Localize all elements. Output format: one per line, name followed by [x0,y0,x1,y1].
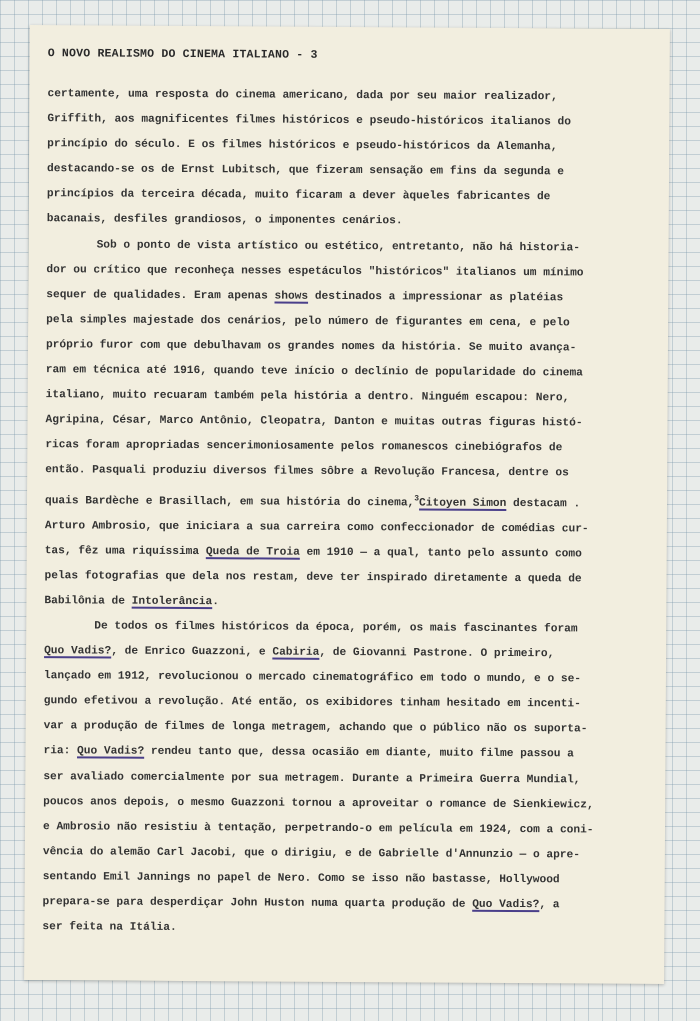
text-line [47,157,655,186]
text-line [43,840,651,869]
text-run: ser feita na Itália. [42,921,177,935]
text-run: ria: [43,745,78,758]
typed-page [24,25,670,984]
text-run: então. Pasquali produziu diversos filmes sôbre a Revolução Francesa, dentre os [45,464,569,480]
text-line [46,333,654,362]
text-run: ser avaliado comercialmente por sua metragem. Durante a Primeira Guerra Mundial, [43,770,581,786]
underlined-title: Intolerância [131,595,213,609]
text-run: sentando Emil Jannings no papel de Nero. Como se isso não bastasse, Hollywood [42,871,560,887]
underlined-title: Quo Vadis? [472,898,540,912]
text-run: ram em técnica até 1916, quando teve início o declínio de popularidade do cinema [45,364,583,380]
text-run: var a produção de filmes de longa metragem, achando que o público não os suporta- [43,720,588,736]
text-run: pelas fotografias que dela nos restam, deve ter inspirado diretamente a queda de [44,569,582,586]
text-line [45,514,653,543]
text-line [47,183,655,212]
page-header: O NOVO REALISMO DO CINEMA ITALIANO - 3 [47,47,318,62]
text-run: destacando-se os de Ernst Lubitsch, que fizeram sensação em fins da segunda e [47,163,565,179]
text-line [43,815,651,844]
text-line [45,408,653,437]
underlined-title: Citoyen Simon [419,496,507,510]
text-line [46,258,654,287]
text-run: vência do alemão Carl Jacobi, que o dirigiu, e de Gabrielle d'Annunzio — o apre- [42,845,580,862]
text-line [47,107,655,136]
text-line [44,714,652,743]
text-run: . [212,596,220,609]
text-run: lançado em 1912, revolucionou o mercado cinematográfico em todo o mundo, e o se- [43,670,582,686]
text-line [47,82,655,111]
text-run: Agripina, César, Marco Antônio, Cleopatra, Danton e muitas outras figuras histó- [45,414,583,430]
text-line [45,484,653,518]
text-run: pela simples majestade dos cenários, pelo número de figurantes em cena, e pelo [46,314,570,330]
text-line [46,283,654,312]
text-run: destinados a impressionar as platéias [308,290,564,305]
text-run: prepara-se para desperdiçar John Huston numa quarta produção de [42,896,473,911]
text-run: , de Giovanni Pastrone. O primeiro, [319,646,555,661]
text-run: tas, fêz uma riquíssima [44,544,206,558]
text-line [43,765,651,794]
footnote-ref: 3 [414,493,420,503]
text-line [45,433,653,462]
text-run: rendeu tanto que, dessa ocasião em diante, muito filme passou a [144,746,574,761]
text-run: sequer de qualidades. Eram apenas [46,288,275,303]
text-line [46,383,654,412]
text-run: Arturo Ambrosio, que iniciara a sua carreira como confeccionador de comédias cur- [44,519,589,536]
text-line [44,614,652,643]
text-line [44,689,652,718]
text-run: , de Enrico Guazzoni, e [111,645,273,659]
text-line [43,865,651,894]
text-run: próprio furor com que debulhavam os grandes nomes da história. Se muito avança- [45,339,577,355]
text-line [44,589,652,618]
body-text [42,82,655,944]
underlined-title: Cabiria [272,646,320,659]
text-line [47,132,655,161]
underlined-title: Queda de Troia [205,545,300,559]
text-run: Griffith, aos magnificentes filmes históricos e pseudo-históricos italianos do [47,113,572,129]
text-run: ricas foram apropriadas sencerimoniosamente pelos romanescos cinebiógrafos de [45,439,563,455]
underlined-title: Quo Vadis? [44,645,112,658]
text-run: e Ambrosio não resistiu à tentação, perpetrando-o em película em 1924, com a coni- [42,820,594,837]
text-run: em 1910 — a qual, tanto pelo assunto como [299,546,582,561]
text-line [45,459,653,488]
text-line [47,208,655,237]
text-run: destacam [506,497,574,510]
text-run: dor ou crítico que reconheça nesses espetáculos "históricos" italianos um mínimo [46,263,584,280]
text-run: Sob o ponto de vista artístico ou estético, entretanto, não há historia- [96,239,580,254]
text-run: quais Bardèche e Brasillach, em sua história do cinema, [44,494,415,509]
text-run: poucos anos depois, o mesmo Guazzoni tornou a aproveitar o romance de Sienkiewicz, [43,795,594,812]
text-run: bacanais, desfiles grandiosos, o imponentes cenários. [46,213,403,228]
text-line [45,539,653,568]
text-line [44,664,652,693]
text-line [43,740,651,769]
text-run: Babilônia de [44,595,132,608]
text-run: gundo efetivou a revolução. Até então, os exibidores tinham hesitado em incenti- [43,695,581,711]
text-run: , a [539,899,560,912]
underlined-title: shows [274,290,309,303]
text-line [46,358,654,387]
text-run: princípios da terceira década, muito ficaram a dever àqueles fabricantes de [46,188,551,204]
text-line [47,233,655,262]
text-line [43,790,651,819]
text-run: princípio do século. E os filmes históricos e pseudo-históricos da Alemanha, [47,138,558,154]
text-line [42,915,650,944]
text-run: certamente, uma resposta do cinema americano, dada por seu maior realizador, [47,88,558,104]
text-run: italiano, muito recuaram também pela história a dentro. Ninguém escapou: Nero, [45,389,570,405]
text-line [44,564,652,593]
text-line [46,308,654,337]
underlined-title: Quo Vadis? [77,745,145,759]
text-run: De todos os filmes históricos da época, porém, os mais fascinantes foram [94,620,578,636]
text-line [42,890,650,919]
text-line [44,639,652,668]
text-run: . [573,497,581,510]
